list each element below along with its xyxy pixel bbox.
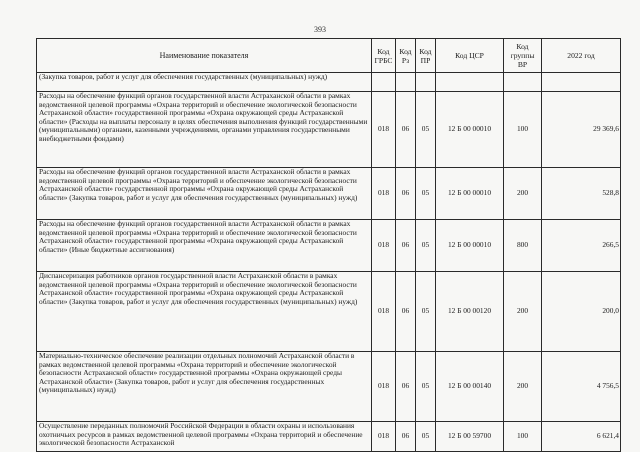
row-csr bbox=[436, 73, 504, 92]
row-grbs: 018 bbox=[372, 220, 396, 272]
page-number: 393 bbox=[314, 25, 326, 34]
row-vr: 100 bbox=[504, 92, 542, 168]
header-year: 2022 год bbox=[542, 39, 621, 73]
row-name: Расходы на обеспечение функций органов государственной власти Астраханской области в рамках ведомственной целевой программы «Охрана территорий и обеспечение экологической безопасности Астраханской области» государственной программы «Охрана окружающей среды Астраханской области» (Иные бюджетные ассигнования) bbox=[37, 220, 372, 272]
row-vr: 200 bbox=[504, 352, 542, 422]
row-amount bbox=[542, 73, 621, 92]
row-pr: 05 bbox=[416, 422, 436, 452]
row-grbs: 018 bbox=[372, 168, 396, 220]
row-rz: 06 bbox=[396, 352, 416, 422]
row-grbs: 018 bbox=[372, 92, 396, 168]
row-amount: 29 369,6 bbox=[542, 92, 621, 168]
header-rz: Код Рз bbox=[396, 39, 416, 73]
row-vr: 200 bbox=[504, 272, 542, 352]
row-name: Диспансеризация работников органов государственной власти Астраханской области в рамках ведомственной целевой программы «Охрана территорий и обеспечение экологической безопасности Астраханской области» государственной программы «Охрана окружающей среды Астраханской области» (Закупка товаров, работ и услуг для обеспечения государственных (муниципальных) нужд) bbox=[37, 272, 372, 352]
row-grbs: 018 bbox=[372, 352, 396, 422]
row-vr: 200 bbox=[504, 168, 542, 220]
header-csr: Код ЦСР bbox=[436, 39, 504, 73]
row-rz: 06 bbox=[396, 92, 416, 168]
row-csr: 12 Б 00 59700 bbox=[436, 422, 504, 452]
row-rz: 06 bbox=[396, 168, 416, 220]
row-name: Осуществление переданных полномочий Российской Федерации в области охраны и использования охотничьих ресурсов в рамках ведомственной целевой программы «Охрана территорий и обеспечение экологической безопасности Астраханской bbox=[37, 422, 372, 452]
row-csr: 12 Б 00 00120 bbox=[436, 272, 504, 352]
row-pr: 05 bbox=[416, 272, 436, 352]
row-rz bbox=[396, 73, 416, 92]
table-row bbox=[37, 352, 621, 422]
table-header-row bbox=[37, 39, 621, 73]
header-name: Наименование показателя bbox=[37, 39, 372, 73]
row-name: Расходы на обеспечение функций органов государственной власти Астраханской области в рамках ведомственной целевой программы «Охрана территорий и обеспечение экологической безопасности Астраханской области» государственной программы «Охрана окружающей среды Астраханской области» (Расходы на выплаты персоналу в целях обеспечения выполнения функций государственными (муниципальными) органами, казенными учреждениями, органами управления государственными внебюджетными фондами) bbox=[37, 92, 372, 168]
row-pr bbox=[416, 73, 436, 92]
table-row bbox=[37, 220, 621, 272]
header-grbs: Код ГРБС bbox=[372, 39, 396, 73]
row-grbs: 018 bbox=[372, 272, 396, 352]
row-name: (Закупка товаров, работ и услуг для обеспечения государственных (муниципальных) нужд) bbox=[37, 73, 372, 92]
row-csr: 12 Б 00 00010 bbox=[436, 92, 504, 168]
header-pr: Код ПР bbox=[416, 39, 436, 73]
table-row bbox=[37, 272, 621, 352]
row-rz: 06 bbox=[396, 220, 416, 272]
row-grbs: 018 bbox=[372, 422, 396, 452]
row-pr: 05 bbox=[416, 92, 436, 168]
row-amount: 528,8 bbox=[542, 168, 621, 220]
row-vr bbox=[504, 73, 542, 92]
row-pr: 05 bbox=[416, 220, 436, 272]
row-amount: 6 621,4 bbox=[542, 422, 621, 452]
row-amount: 4 756,5 bbox=[542, 352, 621, 422]
budget-table bbox=[36, 38, 621, 452]
row-csr: 12 Б 00 00010 bbox=[436, 168, 504, 220]
row-vr: 100 bbox=[504, 422, 542, 452]
row-grbs bbox=[372, 73, 396, 92]
header-vr: Код группы ВР bbox=[504, 39, 542, 73]
table-row bbox=[37, 73, 621, 92]
table-row bbox=[37, 168, 621, 220]
row-rz: 06 bbox=[396, 422, 416, 452]
row-pr: 05 bbox=[416, 352, 436, 422]
row-amount: 266,5 bbox=[542, 220, 621, 272]
row-vr: 800 bbox=[504, 220, 542, 272]
row-name: Материально-техническое обеспечение реализации отдельных полномочий Астраханской области в рамках ведомственной целевой программы «Охрана территорий и обеспечение экологической безопасности Астраханской области» государственной программы «Охрана окружающей среды Астраханской области» (Закупка товаров, работ и услуг для обеспечения государственных (муниципальных) нужд) bbox=[37, 352, 372, 422]
row-name: Расходы на обеспечение функций органов государственной власти Астраханской области в рамках ведомственной целевой программы «Охрана территорий и обеспечение экологической безопасности Астраханской области» государственной программы «Охрана окружающей среды Астраханской области» (Закупка товаров, работ и услуг для обеспечения государственных (муниципальных) нужд) bbox=[37, 168, 372, 220]
table-row bbox=[37, 92, 621, 168]
row-rz: 06 bbox=[396, 272, 416, 352]
row-csr: 12 Б 00 00010 bbox=[436, 220, 504, 272]
row-pr: 05 bbox=[416, 168, 436, 220]
row-amount: 200,0 bbox=[542, 272, 621, 352]
row-csr: 12 Б 00 00140 bbox=[436, 352, 504, 422]
table-row bbox=[37, 422, 621, 452]
